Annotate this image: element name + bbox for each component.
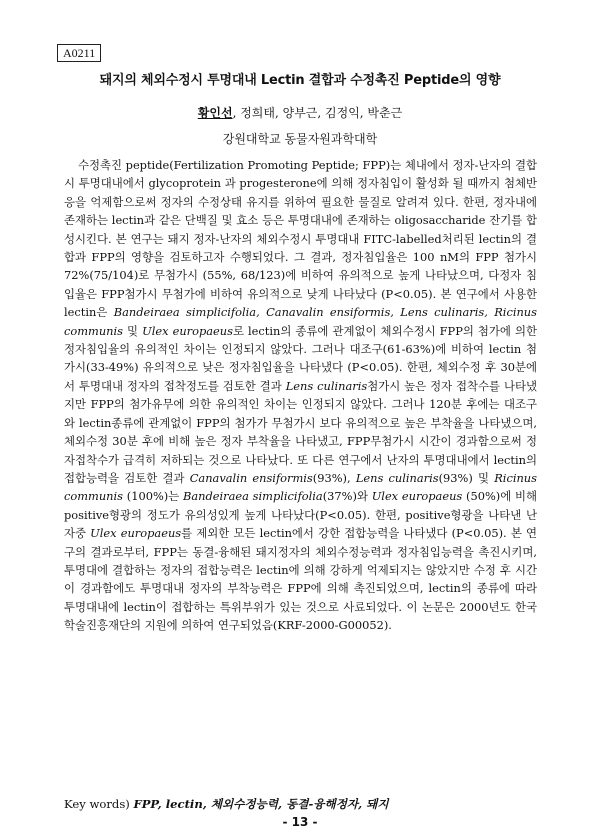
abstract-text: 첨가시 높은 정자 접착수를 나타냈지만 FPP의 첨가유무에 의한 유의적인 차이는 인정되지 않았다. 그러나 120분 후에는 대조구와 lectin종류에 관계없이 FPP의 첨가가 무첨가시 보다 유의적으로 높은 부착율을 나타냈으며, 체외수정 30분 후에 비해 높은 정자 부착율을 나타냈고, FPP무첨가시 시간이 경과함으로써 정자접착수가 급격히 저하되는 것으로 나타났다. 또 다른 연구에서 난자의 투명대내에서 lectin의 접합능력을 검토한 결과	[64, 378, 538, 485]
abstract-text: (93%) 및	[438, 470, 495, 485]
keywords-line	[64, 796, 537, 812]
species-name: Ulex europaeus	[142, 323, 233, 338]
species-name: Ulex europaeus	[371, 489, 463, 504]
abstract-text: (50%)에 비해 positive형광의 정도가 유의성있게 높게 나타났다(P<0.05). 한편, positive형광을 나타낸 난자중	[64, 489, 537, 541]
keywords-label: Key words)	[64, 797, 130, 811]
species-name: Bandeiraea simplicifolia	[182, 489, 323, 504]
keywords-text: FPP, lectin, 체외수정능력, 동결-융해정자, 돼지	[133, 797, 389, 811]
species-name: Lens culinaris	[285, 378, 368, 393]
species-name: Lens culinaris	[355, 470, 439, 485]
abstract-text: 수정촉진 peptide(Fertilization Promoting Peptide; FPP)는 체내에서 정자-난자의 결합시 투명대내에서 glycoprotein 과 progesterone에 의해 정자침입이 활성화 될 때까지 첨체반응을 억제함으로써 정자의 수정상태 유지를 위하여 필요한 물질로 알려져 있다. 한편, 정자내에 존재하는 lectin과 같은 단백질 및 효소 등은 투명대내에 존재하는 oligosaccharide 잔기를 합성시킨다. 본 연구는 돼지 정자-난자의 체외수정시 투명대내 FITC-labelled처리된 lectin의 결합과 FPP의 영향을 검토하고자 수행되었다. 그 결과, 정자침입율은 100 nM의 FPP 첨가시 72%(75/104)로 무첨가시 (55%, 68/123)에 비하여 유의적으로 높게 나타났으며, 다정자 침입율은 FPP첨가시 무첨가에 비하여 유의적으로 낮게 나타났다 (P<0.05). 본 연구에서 사용한 lectin은	[64, 158, 537, 320]
author-line	[0, 104, 600, 121]
abstract-body	[64, 156, 537, 635]
abstract-text: 로 lectin의 종류에 관계없이 체외수정시 FPP의 첨가에 의한 정자침입율의 유의적인 차이는 인정되지 않았다. 그러나 대조구(61-63%)에 비하여 lectin 첨가시(33-49%) 유의적으로 낮은 정자침입율을 나타냈다 (P<0.05). 한편, 체외수정 후 30분에서 투명대내 정자의 접착정도를 검토한 결과	[64, 323, 538, 393]
species-name: Bandeiraea simplicifolia, Canavalin ensiformis, Lens culinaris, Ricinus communis	[64, 305, 537, 338]
page-number: - 13 -	[282, 815, 318, 829]
species-name: Ulex europaeus	[90, 526, 182, 541]
abstract-text: (37%)와	[322, 489, 372, 504]
abstract-code-box: A0211	[57, 44, 101, 62]
abstract-text: (93%),	[312, 470, 356, 485]
co-authors: , 정희태, 양부근, 김정익, 박춘근	[232, 106, 403, 120]
paper-title: 돼지의 체외수정시 투명대내 Lectin 결합과 수정촉진 Peptide의 영향	[99, 73, 501, 88]
abstract-text: 를 제외한 모든 lectin에서 강한 접합능력을 나타냈다 (P<0.05). 본 연구의 결과로부터, FPP는 동결-융해된 돼지정자의 체외수정능력과 정자침입능력을 촉진시키며, 투명대에 결합하는 정자의 접합능력은 lectin에 의해 강하게 억제되지는 않았지만 수정 후 시간이 경과함에도 투명대내 정자의 부착능력은 FPP에 의해 촉진되었으며, lectin의 종류에 따라 투명대내에 lectin이 접합하는 특위부위가 있는 것으로 사료되었다. 이 논문은 2000년도 한국학술진흥재단의 지원에 의하여 연구되었음(KRF-2000-G00052).	[64, 526, 537, 633]
species-name: Canavalin ensiformis	[189, 470, 313, 485]
abstract-text: 및	[123, 323, 143, 338]
species-name: Ricinus communis	[64, 470, 537, 504]
presenting-author: 황인선	[197, 106, 233, 120]
abstract-text: (100%)는	[123, 489, 183, 504]
affiliation: 강원대학교 동물자원과학대학	[222, 132, 378, 146]
